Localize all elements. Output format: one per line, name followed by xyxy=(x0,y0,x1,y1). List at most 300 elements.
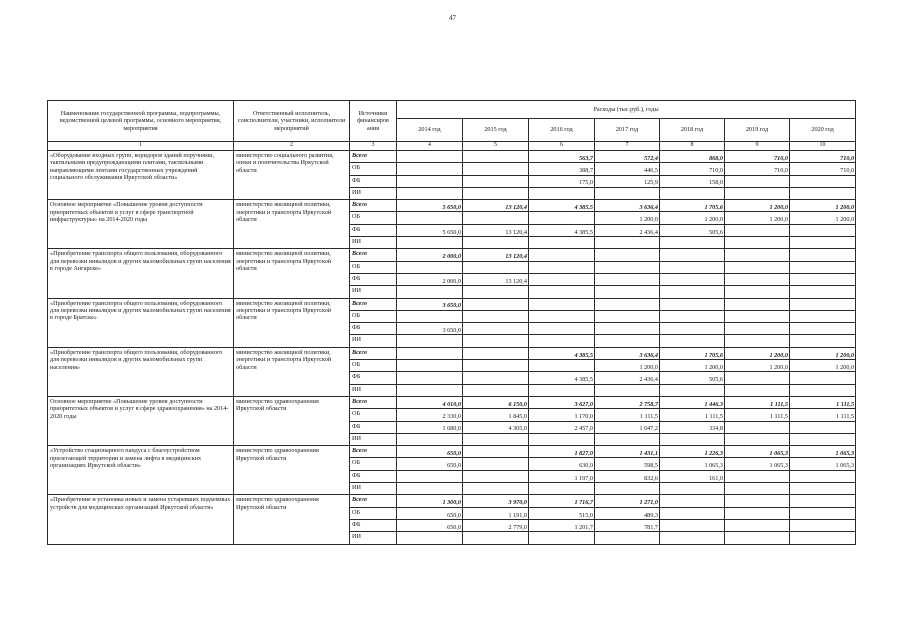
funding-source: ОБ xyxy=(350,212,397,224)
expense-value xyxy=(725,286,790,298)
expense-value xyxy=(790,249,856,261)
expense-value xyxy=(529,310,595,322)
expense-value xyxy=(725,237,790,249)
expense-value xyxy=(397,237,463,249)
expense-value: 3 636,4 xyxy=(595,200,660,212)
expense-value xyxy=(397,212,463,224)
funding-source: ФБ xyxy=(350,470,397,482)
expense-value: 6 150,0 xyxy=(463,396,529,408)
expense-value: 1 065,3 xyxy=(725,458,790,470)
measure-name: Основное мероприятие «Повышение уровня доступности приоритетных объектов и услуг в сфере транспортной инфраструктуры» на 2014-2020 годы xyxy=(48,200,234,249)
expense-value xyxy=(529,360,595,372)
measure-name: «Устройство стационарного пандуса с благоустройством прилегающей территории и замена лифта в медицинских организациях Иркутской области» xyxy=(48,446,234,495)
expense-value: 3 650,0 xyxy=(397,323,463,335)
expense-value xyxy=(595,286,660,298)
table-header xyxy=(48,101,856,151)
expense-value xyxy=(790,187,856,199)
funding-source: ИИ xyxy=(350,483,397,495)
table-row xyxy=(48,446,856,458)
header-column-number: 8 xyxy=(660,142,725,151)
expense-value xyxy=(660,298,725,310)
expense-value: 630,0 xyxy=(529,458,595,470)
expense-value xyxy=(397,261,463,273)
expense-value: 4 385,5 xyxy=(529,347,595,359)
expense-value: 1 200,0 xyxy=(725,360,790,372)
expense-value xyxy=(660,532,725,544)
funding-source: Всего xyxy=(350,249,397,261)
funding-source: ФБ xyxy=(350,175,397,187)
expense-value: 1 200,0 xyxy=(725,212,790,224)
header-name: Наименование государственной программы, подпрограммы, ведомственной целевой программы, основного мероприятия, мероприятия xyxy=(48,101,234,142)
expense-value xyxy=(529,335,595,347)
expense-value xyxy=(725,384,790,396)
expense-value xyxy=(790,298,856,310)
table-row xyxy=(48,151,856,163)
table-row xyxy=(48,200,856,212)
expense-value xyxy=(397,483,463,495)
expense-value: 781,7 xyxy=(595,519,660,531)
measure-executor: министерство здравоохранения Иркутской области xyxy=(234,396,350,445)
expense-value: 2 436,4 xyxy=(595,372,660,384)
table-body xyxy=(48,151,856,545)
measure-name: «Оборудование входных групп, коридоров зданий поручнями, тактильными предупреждающими плитами, тактильными направляющими лентами государственных учреждений социального обслуживания Иркутской области» xyxy=(48,151,234,200)
expense-value xyxy=(660,249,725,261)
expense-value: 710,0 xyxy=(790,163,856,175)
expense-value xyxy=(463,483,529,495)
expense-value xyxy=(397,470,463,482)
expense-value: 650,0 xyxy=(397,446,463,458)
expense-value: 832,6 xyxy=(595,470,660,482)
expense-value xyxy=(397,433,463,445)
expense-value: 710,0 xyxy=(725,151,790,163)
expense-value: 710,0 xyxy=(660,163,725,175)
measure-name: Основное мероприятие «Повышение уровня доступности приоритетных объектов и услуг в сфере здравоохранения» на 2014-2020 годы xyxy=(48,396,234,445)
expense-value: 1 111,5 xyxy=(725,396,790,408)
expense-value xyxy=(529,237,595,249)
expense-value xyxy=(463,237,529,249)
expense-value xyxy=(397,347,463,359)
expense-value: 13 120,4 xyxy=(463,224,529,236)
funding-source: Всего xyxy=(350,151,397,163)
expense-value xyxy=(463,470,529,482)
table-row xyxy=(48,347,856,359)
expense-value xyxy=(660,483,725,495)
expense-value xyxy=(463,175,529,187)
expense-value xyxy=(790,372,856,384)
expense-value xyxy=(463,261,529,273)
expense-value xyxy=(660,507,725,519)
funding-source: ОБ xyxy=(350,310,397,322)
expense-value: 2 330,0 xyxy=(397,409,463,421)
expense-value xyxy=(397,384,463,396)
expense-value xyxy=(463,286,529,298)
expense-value xyxy=(725,495,790,507)
expense-value xyxy=(463,458,529,470)
funding-source: ОБ xyxy=(350,507,397,519)
expense-value xyxy=(790,507,856,519)
funding-source: Всего xyxy=(350,298,397,310)
expense-value: 1 271,0 xyxy=(595,495,660,507)
expense-value: 1 200,0 xyxy=(790,347,856,359)
expense-value xyxy=(725,187,790,199)
expense-value: 1 111,5 xyxy=(595,409,660,421)
expense-value: 5 650,0 xyxy=(397,200,463,212)
expense-value xyxy=(660,310,725,322)
expense-value xyxy=(790,273,856,285)
funding-source: ОБ xyxy=(350,163,397,175)
expense-value: 3 627,0 xyxy=(529,396,595,408)
expense-value xyxy=(529,298,595,310)
expense-value: 1 680,0 xyxy=(397,421,463,433)
expense-value: 650,0 xyxy=(397,458,463,470)
expense-value xyxy=(660,187,725,199)
expense-value: 1 300,0 xyxy=(397,495,463,507)
expense-value xyxy=(725,298,790,310)
expense-value xyxy=(463,433,529,445)
funding-source: ОБ xyxy=(350,360,397,372)
measure-executor: министерство здравоохранения Иркутской области xyxy=(234,446,350,495)
expense-value: 650,0 xyxy=(397,507,463,519)
expense-value xyxy=(790,323,856,335)
funding-source: ФБ xyxy=(350,372,397,384)
funding-source: ФБ xyxy=(350,323,397,335)
expense-value: 1 065,3 xyxy=(790,458,856,470)
header-column-number: 3 xyxy=(350,142,397,151)
expense-value: 13 120,4 xyxy=(463,273,529,285)
header-year: 2019 год xyxy=(725,119,790,142)
expense-value xyxy=(463,335,529,347)
expense-value xyxy=(790,310,856,322)
expense-value xyxy=(725,335,790,347)
expense-value xyxy=(725,433,790,445)
measure-executor: министерство жилищной политики, энергетики и транспорта Иркутской области xyxy=(234,347,350,396)
funding-source: ОБ xyxy=(350,261,397,273)
expense-value: 1 827,0 xyxy=(529,446,595,458)
expense-value xyxy=(725,421,790,433)
expense-value: 1 200,0 xyxy=(595,212,660,224)
header-executor: Ответственный исполнитель, соисполнители, участники, исполнители мероприятий xyxy=(234,101,350,142)
expense-value xyxy=(660,323,725,335)
expense-value xyxy=(790,483,856,495)
funding-source: ИИ xyxy=(350,433,397,445)
expense-value: 13 120,4 xyxy=(463,200,529,212)
expense-value xyxy=(595,298,660,310)
expense-value: 1 191,0 xyxy=(463,507,529,519)
header-column-number: 4 xyxy=(397,142,463,151)
expense-value: 710,0 xyxy=(725,163,790,175)
expense-value xyxy=(397,310,463,322)
expense-value: 572,4 xyxy=(595,151,660,163)
expense-value: 598,5 xyxy=(595,458,660,470)
measure-executor: министерство жилищной политики, энергетики и транспорта Иркутской области xyxy=(234,249,350,298)
expense-value xyxy=(397,372,463,384)
expense-value xyxy=(529,187,595,199)
expense-value: 2 457,0 xyxy=(529,421,595,433)
expense-value xyxy=(790,532,856,544)
expense-value: 1 647,2 xyxy=(595,421,660,433)
expense-value xyxy=(660,495,725,507)
expense-value xyxy=(463,298,529,310)
expense-value: 4 385,5 xyxy=(529,224,595,236)
header-column-number: 1 xyxy=(48,142,234,151)
expense-value xyxy=(595,532,660,544)
funding-source: ИИ xyxy=(350,532,397,544)
expense-value xyxy=(725,273,790,285)
header-year: 2017 год xyxy=(595,119,660,142)
header-column-number: 9 xyxy=(725,142,790,151)
expense-value xyxy=(725,224,790,236)
expense-value: 505,6 xyxy=(660,372,725,384)
expense-value: 5 650,0 xyxy=(397,224,463,236)
expense-value: 2 000,0 xyxy=(397,249,463,261)
expense-value xyxy=(790,237,856,249)
expense-value: 1 065,3 xyxy=(790,446,856,458)
expense-value xyxy=(790,433,856,445)
table-row xyxy=(48,396,856,408)
expense-value: 1 200,0 xyxy=(660,360,725,372)
expense-value: 125,9 xyxy=(595,175,660,187)
funding-source: ИИ xyxy=(350,187,397,199)
expense-value xyxy=(725,372,790,384)
expense-value xyxy=(529,261,595,273)
expense-value: 1 200,0 xyxy=(595,360,660,372)
expense-value xyxy=(595,335,660,347)
expense-value xyxy=(790,421,856,433)
expense-value xyxy=(660,286,725,298)
header-year: 2015 год xyxy=(463,119,529,142)
expense-value: 1 111,5 xyxy=(790,409,856,421)
expense-value: 1 200,0 xyxy=(725,200,790,212)
expense-value xyxy=(463,310,529,322)
expense-value xyxy=(725,323,790,335)
expense-value xyxy=(725,519,790,531)
expense-value: 1 200,0 xyxy=(660,212,725,224)
header-column-number: 5 xyxy=(463,142,529,151)
expense-value xyxy=(397,151,463,163)
expense-value: 1 446,3 xyxy=(660,396,725,408)
expense-value xyxy=(595,249,660,261)
funding-source: ИИ xyxy=(350,384,397,396)
expense-value xyxy=(529,212,595,224)
expense-value: 1 226,3 xyxy=(660,446,725,458)
funding-source: ФБ xyxy=(350,421,397,433)
expense-value xyxy=(463,532,529,544)
expense-value: 563,7 xyxy=(529,151,595,163)
expense-value xyxy=(660,384,725,396)
expenditure-table xyxy=(47,100,856,545)
expense-value: 388,7 xyxy=(529,163,595,175)
expense-value: 1 111,5 xyxy=(790,396,856,408)
expense-value xyxy=(529,532,595,544)
expense-value: 334,8 xyxy=(660,421,725,433)
expense-value xyxy=(725,175,790,187)
expense-value xyxy=(397,286,463,298)
expense-value xyxy=(790,384,856,396)
expense-value: 489,3 xyxy=(595,507,660,519)
expense-value xyxy=(660,261,725,273)
expense-value xyxy=(595,323,660,335)
expense-value xyxy=(595,273,660,285)
expense-value xyxy=(660,433,725,445)
expense-value xyxy=(463,212,529,224)
expense-value: 4 385,5 xyxy=(529,200,595,212)
expense-value: 1 200,0 xyxy=(725,347,790,359)
expense-value: 1 065,3 xyxy=(660,458,725,470)
expense-value: 1 200,0 xyxy=(790,212,856,224)
expense-value: 175,0 xyxy=(529,175,595,187)
expense-value xyxy=(463,372,529,384)
expense-value xyxy=(725,470,790,482)
funding-source: Всего xyxy=(350,495,397,507)
expense-value xyxy=(463,323,529,335)
expense-value xyxy=(397,335,463,347)
measure-name: «Приобретение транспорта общего пользования, оборудованного для перевозки инвалидов и других маломобильных групп населения в городе Братске» xyxy=(48,298,234,347)
expense-value xyxy=(595,310,660,322)
measure-executor: министерство жилищной политики, энергетики и транспорта Иркутской области xyxy=(234,298,350,347)
header-column-number: 6 xyxy=(529,142,595,151)
expense-value: 161,0 xyxy=(660,470,725,482)
funding-source: ФБ xyxy=(350,224,397,236)
expense-value: 2 779,0 xyxy=(463,519,529,531)
expense-value xyxy=(529,249,595,261)
funding-source: Всего xyxy=(350,347,397,359)
expense-value: 1 111,5 xyxy=(725,409,790,421)
expense-value: 3 636,4 xyxy=(595,347,660,359)
expense-value xyxy=(397,175,463,187)
expense-value: 1 705,6 xyxy=(660,347,725,359)
measure-executor: министерство здравоохранения Иркутской области xyxy=(234,495,350,544)
header-column-number: 2 xyxy=(234,142,350,151)
expense-value xyxy=(660,273,725,285)
expense-value: 2 436,4 xyxy=(595,224,660,236)
header-year: 2014 год xyxy=(397,119,463,142)
measure-name: «Приобретение и установка новых и замена устаревших подъемных устройств для медицинских организаций Иркутской области» xyxy=(48,495,234,544)
expense-value xyxy=(529,273,595,285)
header-source: Источники финансиров ания xyxy=(350,101,397,142)
expense-value xyxy=(790,286,856,298)
expense-value xyxy=(595,483,660,495)
expense-value xyxy=(397,163,463,175)
funding-source: Всего xyxy=(350,200,397,212)
expense-value xyxy=(725,483,790,495)
expense-value xyxy=(790,261,856,273)
expense-value xyxy=(397,532,463,544)
expense-value: 1 716,7 xyxy=(529,495,595,507)
expense-value xyxy=(595,187,660,199)
expense-value: 710,0 xyxy=(790,151,856,163)
expense-value: 505,6 xyxy=(660,224,725,236)
expense-value xyxy=(595,433,660,445)
header-column-number: 10 xyxy=(790,142,856,151)
expense-value: 13 120,4 xyxy=(463,249,529,261)
expense-value: 1 111,5 xyxy=(660,409,725,421)
expense-value xyxy=(463,347,529,359)
expense-value: 1 200,0 xyxy=(790,200,856,212)
header-year: 2016 год xyxy=(529,119,595,142)
expense-value xyxy=(529,323,595,335)
expense-value xyxy=(790,495,856,507)
expense-value: 1 065,3 xyxy=(725,446,790,458)
table-row xyxy=(48,495,856,507)
expense-value: 1 200,0 xyxy=(790,360,856,372)
expense-value xyxy=(790,224,856,236)
expense-value: 2 000,0 xyxy=(397,273,463,285)
expense-value: 4 010,0 xyxy=(397,396,463,408)
expense-value: 2 758,7 xyxy=(595,396,660,408)
measure-executor: министерство социального развития, опеки и попечительства Иркутской области xyxy=(234,151,350,200)
expense-value xyxy=(660,237,725,249)
header-year: 2020 год xyxy=(790,119,856,142)
expense-value xyxy=(725,507,790,519)
table-row xyxy=(48,249,856,261)
expense-value xyxy=(790,519,856,531)
funding-source: ИИ xyxy=(350,335,397,347)
funding-source: ИИ xyxy=(350,286,397,298)
expense-value xyxy=(790,175,856,187)
expense-value: 446,5 xyxy=(595,163,660,175)
funding-source: ФБ xyxy=(350,519,397,531)
expense-value: 4 305,0 xyxy=(463,421,529,433)
expense-value: 1 197,0 xyxy=(529,470,595,482)
expense-value xyxy=(463,446,529,458)
expense-value xyxy=(660,335,725,347)
expense-value: 4 385,5 xyxy=(529,372,595,384)
page-number: 47 xyxy=(449,14,456,22)
expense-value xyxy=(725,310,790,322)
expense-value xyxy=(463,384,529,396)
expense-value xyxy=(595,261,660,273)
header-year: 2018 год xyxy=(660,119,725,142)
expense-value xyxy=(790,470,856,482)
header-expenses: Расходы (тыс.руб.), годы xyxy=(397,101,856,119)
expense-value xyxy=(463,360,529,372)
expense-value: 1 431,1 xyxy=(595,446,660,458)
expense-value xyxy=(529,483,595,495)
expense-value xyxy=(725,261,790,273)
funding-source: ФБ xyxy=(350,273,397,285)
expense-value xyxy=(660,519,725,531)
expense-value: 1 705,6 xyxy=(660,200,725,212)
expense-value xyxy=(725,532,790,544)
header-column-number: 7 xyxy=(595,142,660,151)
expense-value xyxy=(397,187,463,199)
funding-source: ИИ xyxy=(350,237,397,249)
expense-value: 158,0 xyxy=(660,175,725,187)
measure-name: «Приобретение транспорта общего пользования, оборудованного для перевозки инвалидов и других маломобильных групп населения в городе Ангарске» xyxy=(48,249,234,298)
expense-value xyxy=(790,335,856,347)
expense-value: 1 170,0 xyxy=(529,409,595,421)
expense-value: 650,0 xyxy=(397,519,463,531)
expense-value xyxy=(463,163,529,175)
expense-value xyxy=(463,187,529,199)
table-row xyxy=(48,298,856,310)
expense-value: 515,0 xyxy=(529,507,595,519)
expense-value: 3 650,0 xyxy=(397,298,463,310)
funding-source: ОБ xyxy=(350,458,397,470)
funding-source: Всего xyxy=(350,446,397,458)
funding-source: Всего xyxy=(350,396,397,408)
expense-value: 3 970,0 xyxy=(463,495,529,507)
expense-value xyxy=(529,384,595,396)
funding-source: ОБ xyxy=(350,409,397,421)
expense-value: 868,0 xyxy=(660,151,725,163)
measure-executor: министерство жилищной политики, энергетики и транспорта Иркутской области xyxy=(234,200,350,249)
expense-value: 1 201,7 xyxy=(529,519,595,531)
expense-value xyxy=(529,433,595,445)
expense-value xyxy=(529,286,595,298)
expense-value xyxy=(725,249,790,261)
expense-value xyxy=(397,360,463,372)
